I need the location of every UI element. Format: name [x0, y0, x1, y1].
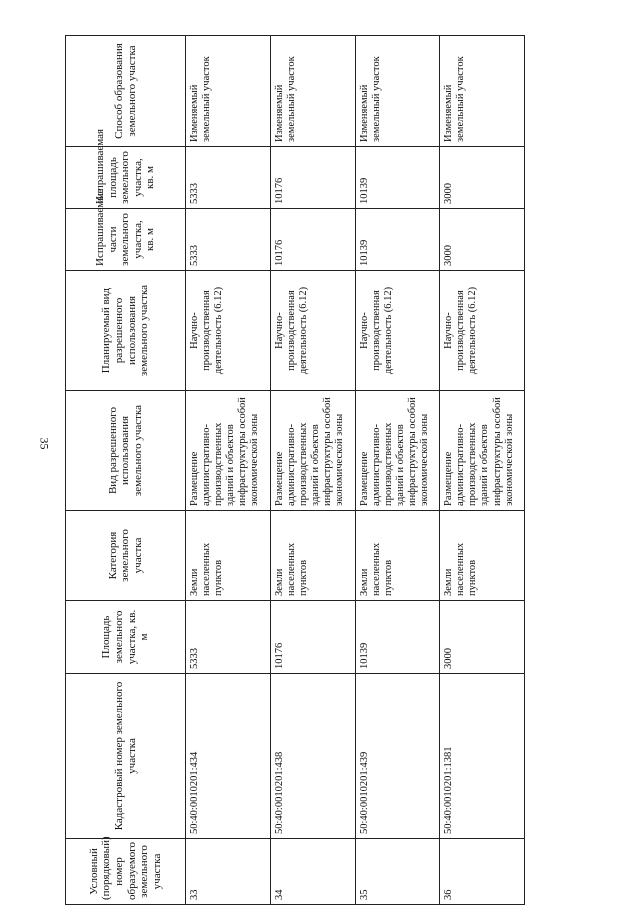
formation-method-cell: Изменяемый земельный участок	[270, 36, 355, 147]
header-cell: Вид разрешенного использования земельного участка	[66, 391, 186, 511]
category-cell: Земли населенных пунктов	[186, 511, 271, 601]
header-cell: Кадастровый номер земельного участка	[66, 674, 186, 839]
requested-parts-cell: 3000	[440, 209, 525, 271]
cadastral-number-cell: 50:40:0010201:1381	[440, 674, 525, 839]
header-cell: Планируемый вид разрешенного использования земельного участка	[66, 271, 186, 391]
plot-number-cell: 33	[186, 839, 271, 905]
planned-use-cell: Научно-производственная деятельность (6.12)	[186, 271, 271, 391]
table-row	[270, 36, 355, 905]
plot-number-cell: 34	[270, 839, 355, 905]
planned-use-cell: Научно-производственная деятельность (6.12)	[270, 271, 355, 391]
plot-number-cell: 35	[355, 839, 440, 905]
planned-use-cell: Научно-производственная деятельность (6.12)	[440, 271, 525, 391]
page-number: 35	[37, 437, 52, 450]
area-cell: 10176	[270, 601, 355, 674]
area-cell: 10139	[355, 601, 440, 674]
permitted-use-cell: Размещение административно-производственных зданий и объектов инфраструктуры особой экономической зоны	[270, 391, 355, 511]
category-cell: Земли населенных пунктов	[355, 511, 440, 601]
category-cell: Земли населенных пунктов	[440, 511, 525, 601]
permitted-use-cell: Размещение административно-производственных зданий и объектов инфраструктуры особой экономической зоны	[440, 391, 525, 511]
header-cell: Испрашиваемая площадь земельного участка, кв. м	[66, 147, 186, 209]
formation-method-cell: Изменяемый земельный участок	[355, 36, 440, 147]
cadastral-number-cell: 50:40:0010201:438	[270, 674, 355, 839]
formation-method-cell: Изменяемый земельный участок	[440, 36, 525, 147]
requested-area-cell: 10139	[355, 147, 440, 209]
table-row	[440, 36, 525, 905]
cadastral-number-cell: 50:40:0010201:439	[355, 674, 440, 839]
plot-number-cell: 36	[440, 839, 525, 905]
header-cell: Условный (порядковый) номер образуемого земельного участка	[66, 839, 186, 905]
requested-parts-cell: 10139	[355, 209, 440, 271]
rotated-table-wrapper	[65, 36, 525, 905]
table-row	[355, 36, 440, 905]
requested-area-cell: 10176	[270, 147, 355, 209]
header-cell: Способ образования земельного участка	[66, 36, 186, 147]
requested-parts-cell: 10176	[270, 209, 355, 271]
area-cell: 3000	[440, 601, 525, 674]
header-cell: Категория земельного участка	[66, 511, 186, 601]
requested-area-cell: 5333	[186, 147, 271, 209]
permitted-use-cell: Размещение административно-производственных зданий и объектов инфраструктуры особой экономической зоны	[186, 391, 271, 511]
area-cell: 5333	[186, 601, 271, 674]
permitted-use-cell: Размещение административно-производственных зданий и объектов инфраструктуры особой экономической зоны	[355, 391, 440, 511]
land-plots-table	[65, 35, 525, 905]
header-cell: Испрашиваемые части земельного участка, кв. м	[66, 209, 186, 271]
requested-area-cell: 3000	[440, 147, 525, 209]
formation-method-cell: Изменяемый земельный участок	[186, 36, 271, 147]
header-cell: Площадь земельного участка, кв. м	[66, 601, 186, 674]
table-header-row	[66, 36, 186, 905]
requested-parts-cell: 5333	[186, 209, 271, 271]
planned-use-cell: Научно-производственная деятельность (6.12)	[355, 271, 440, 391]
table-row	[186, 36, 271, 905]
category-cell: Земли населенных пунктов	[270, 511, 355, 601]
cadastral-number-cell: 50:40:0010201:434	[186, 674, 271, 839]
